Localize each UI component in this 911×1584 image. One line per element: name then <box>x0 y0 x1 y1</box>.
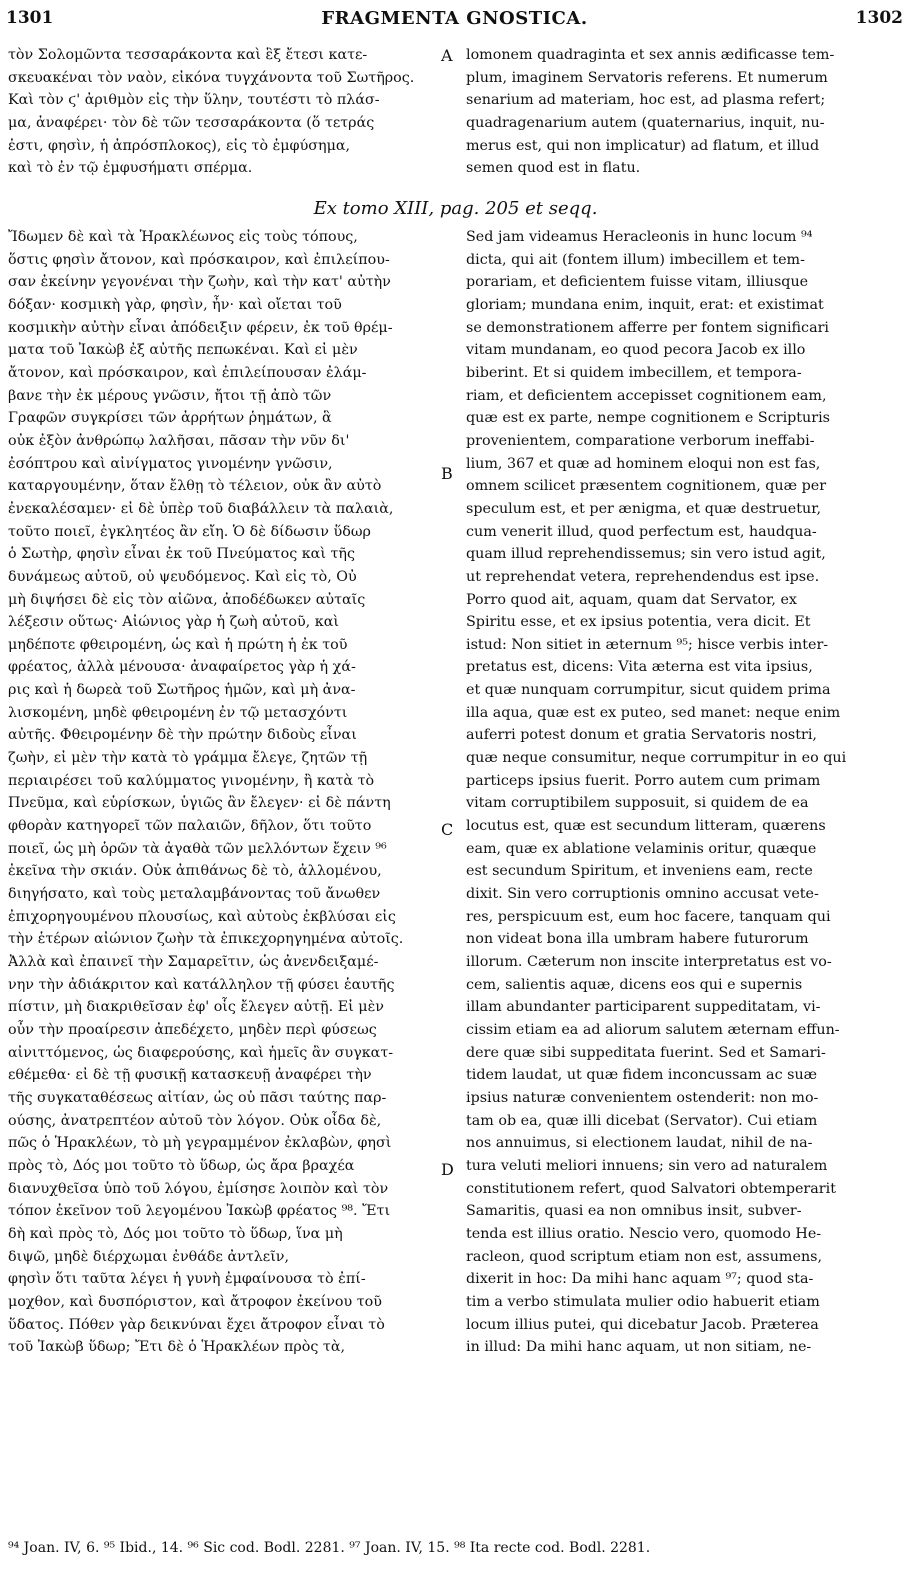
greek-text-line: τοῦτο ποιεῖ, ἐγκλητέος ἂν εἴη. Ὁ δὲ δίδωσιν ὕδωρ <box>8 523 371 540</box>
latin-text-line: merus est, qui non implicatur) ad flatum, et illud <box>466 137 820 154</box>
greek-text-line: τὸν Σολομῶντα τεσσαράκοντα καὶ ἓξ ἔτεσι κατε- <box>8 47 368 63</box>
latin-text-line: provenientem, comparatione verborum ineffabi- <box>466 432 815 449</box>
greek-text-line: αἰνιττόμενος, ὡς διαφερούσης, καὶ ἡμεῖς ἂν συγκατ- <box>8 1044 394 1061</box>
latin-text-line: quam illud reprehendissemus; sin vero istud agit, <box>466 546 826 563</box>
greek-text-line: καταργουμένην, ὅταν ἔλθῃ τὸ τέλειον, οὐκ ἂν αὐτὸ <box>8 478 382 495</box>
greek-text-line: σαν ἐκείνην γεγονέναι τὴν ζωὴν, καὶ τὴν κατ' αὐτὴν <box>8 274 391 291</box>
latin-text-line: cissim etiam ea ad aliorum salutem æternam effun- <box>466 1021 840 1038</box>
greek-text-line: Πνεῦμα, καὶ εὑρίσκων, ὑγιῶς ἂν ἔλεγεν· εἰ δὲ πάντη <box>8 795 391 812</box>
latin-text-line: dixerit in hoc: Da mihi hanc aquam ⁹⁷; quod sta- <box>466 1271 814 1288</box>
latin-text-line: tim a verbo stimulata mulier odio habuerit etiam <box>466 1293 820 1310</box>
greek-text-line: ἄτονον, καὶ πρόσκαιρον, καὶ ἐπιλείπουσαν ἐλάμ- <box>8 364 367 381</box>
latin-text-line: pretatus est, dicens: Vita æterna est vita ipsius, <box>466 659 813 676</box>
greek-text-line: οὐκ ἐξὸν ἀνθρώπῳ λαλῆσαι, πᾶσαν τὴν νῦν δι' <box>8 432 350 449</box>
latin-text-line: senarium ad materiam, hoc est, ad plasma refert; <box>466 92 826 109</box>
greek-text-line: νην τὴν ἀδιάκριτον καὶ κατάλληλον τῇ φύσει ἑαυτῆς <box>8 976 395 993</box>
greek-text-line: ποιεῖ, ὡς μὴ ὁρῶν τὰ ἀγαθὰ τῶν μελλόντων ἔχειν ⁹⁶ <box>8 840 387 857</box>
margin-letter-a: A <box>441 46 453 65</box>
greek-text-line: λέξεσιν οὕτως· Αἰώνιος γὰρ ἡ ζωὴ αὐτοῦ, καὶ <box>8 614 339 631</box>
latin-text-line: racleon, quod scriptum etiam non est, assumens, <box>466 1248 823 1265</box>
latin-text-line: et quæ nunquam corrumpitur, sicut quidem prima <box>466 682 831 699</box>
greek-column-top <box>8 44 440 180</box>
latin-text-line: dixit. Sin vero corruptionis omnino accusat vete- <box>466 886 819 903</box>
greek-text-line: εθέμεθα· εἰ δὲ τῇ φυσικῇ κατασκευῇ ἀναφέρει τὴν <box>8 1067 372 1084</box>
margin-letter-d: D <box>441 1160 454 1179</box>
latin-text-line: constitutionem refert, quod Salvatori obtemperarit <box>466 1180 836 1197</box>
latin-text-line: in illud: Da mihi hanc aquam, ut non sitiam, ne- <box>466 1339 812 1356</box>
latin-text-line: omnem scilicet præsentem cognitionem, quæ per <box>466 478 827 495</box>
latin-text-line: semen quod est in flatu. <box>466 160 641 177</box>
latin-text-line: lium, 367 et quæ ad hominem eloqui non est fas, <box>466 455 821 472</box>
latin-text-line: quæ est ex parte, nempe cognitionem e Scripturis <box>466 410 830 427</box>
greek-text-line: περιαιρέσει τοῦ καλύμματος γινομένην, ἢ κατὰ τὸ <box>8 772 375 789</box>
latin-text-line: illorum. Cæterum non inscite interpretatus est vo- <box>466 954 832 970</box>
latin-text-line: plum, imaginem Servatoris referens. Et numerum <box>466 69 828 86</box>
latin-text-line: locutus est, quæ est secundum litteram, quærens <box>466 818 826 835</box>
latin-text-line: Spiritu esse, et ex ipsius potentia, vera dicit. Et <box>466 614 811 631</box>
greek-text-line: ζωὴν, εἰ μὲν τὴν κατὰ τὸ γράμμα ἔλεγε, ζητῶν τῇ <box>8 750 368 767</box>
greek-text-line: σκευακέναι τὸν ναὸν, εἰκόνα τυγχάνοντα τοῦ Σωτῆρος. <box>8 69 415 86</box>
greek-text-line: μοχθον, καὶ δυσπόριστον, καὶ ἄτροφον ἐκείνου τοῦ <box>8 1293 382 1310</box>
margin-letter-c: C <box>441 820 454 839</box>
latin-text-line: gloriam; mundana enim, inquit, erat: et existimat <box>466 296 824 313</box>
latin-text-line: tam ob ea, quæ illi dicebat (Servator). Cui etiam <box>466 1112 818 1129</box>
greek-text-line: ὕδατος. Πόθεν γὰρ δεικνύναι ἔχει ἄτροφον εἶναι τὸ <box>8 1316 385 1333</box>
latin-text-line: illa aqua, quæ est ex puteo, sed manet: neque enim <box>466 704 841 721</box>
footnotes: ⁹⁴ Joan. IV, 6. ⁹⁵ Ibid., 14. ⁹⁶ Sic cod. Bodl. 2281. ⁹⁷ Joan. IV, 15. ⁹⁸ Ita recte cod. Bodl. 2281. <box>8 1540 651 1556</box>
latin-text-line: Samaritis, quasi ea non omnibus insit, subver- <box>466 1203 802 1220</box>
greek-text-line: καὶ τὸ ἐν τῷ ἐμφυσήματι σπέρμα. <box>8 160 253 177</box>
latin-text-line: locum illius putei, qui dicebatur Jacob. Præterea <box>466 1316 819 1333</box>
latin-text-line: vitam corruptibilem supposuit, si quidem de ea <box>466 795 809 812</box>
latin-text-line: nos annuimus, si electionem laudat, nihil de na- <box>466 1135 813 1152</box>
latin-text-line: riam, et deficientem accepisset cognitionem eam, <box>466 387 827 404</box>
greek-text-line: φησὶν ὅτι ταῦτα λέγει ἡ γυνὴ ἐμφαίνουσα τὸ ἐπί- <box>8 1271 366 1288</box>
latin-text-line: ipsius naturæ convenientem ostenderit: non mo- <box>466 1089 819 1106</box>
greek-text-line: δόξαν· κοσμικὴ γὰρ, φησὶν, ἦν· καὶ οἴεται τοῦ <box>8 296 342 313</box>
latin-text-line: res, perspicuum est, eum hoc facere, tanquam qui <box>466 908 831 925</box>
greek-text-line: διηγήσατο, καὶ τοὺς μεταλαμβάνοντας τοῦ ἄνωθεν <box>8 886 381 903</box>
greek-text-line: δυνάμεως αὐτοῦ, οὐ ψευδόμενος. Καὶ εἰς τὸ, Οὐ <box>8 568 357 585</box>
greek-text-line: τῆς συγκαταθέσεως αἰτίαν, ὡς οὐ πᾶσι ταύτης παρ- <box>8 1089 387 1106</box>
greek-text-line: λισκομένη, μηδὲ φθειρομένη ἐν τῷ μετασχόντι <box>8 704 348 721</box>
latin-text-line: est secundum Spiritum, et inveniens eam, recte <box>466 863 813 880</box>
latin-text-line: quæ neque consumitur, neque corrumpitur in eo qui <box>466 750 847 767</box>
greek-text-line: πῶς ὁ Ἡρακλέων, τὸ μὴ γεγραμμένον ἐκλαβὼν, φησὶ <box>8 1135 392 1152</box>
greek-text-line: διανυχθεῖσα ὑπὸ τοῦ λόγου, ἐμίσησε λοιπὸν καὶ τὸν <box>8 1180 389 1197</box>
latin-text-line: tidem laudat, ut quæ fidem inconcussam ac suæ <box>466 1067 818 1084</box>
greek-text-line: τοῦ Ἰακὼβ ὕδωρ; Ἔτι δὲ ὁ Ἡρακλέων πρὸς τὰ, <box>8 1339 346 1356</box>
page-number-right: 1302 <box>855 8 903 28</box>
greek-text-line: κοσμικὴν αὐτὴν εἶναι ἀπόδειξιν φέρειν, ἐκ τοῦ θρέμ- <box>8 319 393 336</box>
latin-text-line: illam abundanter participarent suppeditatam, vi- <box>466 999 821 1016</box>
greek-text-line: τὴν ἑτέρων αἰώνιον ζωὴν τὰ ἐπικεχορηγημένα αὐτοῖς. <box>8 931 404 948</box>
latin-text-line: dicta, qui ait (fontem illum) imbecillem et tem- <box>466 251 805 268</box>
latin-text-line: biberint. Et si quidem imbecillem, et tempora- <box>466 364 802 381</box>
greek-text-line: διψῶ, μηδὲ διέρχωμαι ἐνθάδε ἀντλεῖν, <box>8 1248 290 1265</box>
latin-text-line: cem, salientis aquæ, dicens eos qui e supernis <box>466 976 803 993</box>
greek-text-line: φθορὰν κατηγορεῖ τῶν παλαιῶν, δῆλον, ὅτι τοῦτο <box>8 818 372 835</box>
latin-text-line: eam, quæ ex ablatione velaminis oritur, quæque <box>466 840 817 857</box>
greek-text-line: ρις καὶ ἡ δωρεὰ τοῦ Σωτῆρος ἡμῶν, καὶ μὴ ἀνα- <box>8 682 356 699</box>
greek-text-line: τόπον ἐκεῖνον τοῦ λεγομένου Ἰακὼβ φρέατος ⁹⁸. Ἔτι <box>8 1203 391 1220</box>
latin-column-main <box>466 226 906 1359</box>
latin-text-line: dere quæ sibi suppeditata fuerint. Sed et Samari- <box>466 1044 826 1061</box>
latin-text-line: auferri potest donum et gratia Servatoris nostri, <box>466 727 817 744</box>
greek-text-line: δὴ καὶ πρὸς τὸ, Δός μοι τοῦτο τὸ ὕδωρ, ἵνα μὴ <box>8 1225 343 1242</box>
latin-text-line: cum venerit illud, quod perfectum est, haudqua- <box>466 523 817 540</box>
greek-text-line: μα, ἀναφέρει· τὸν δὲ τῶν τεσσαράκοντα (ὅ τετράς <box>8 114 375 131</box>
latin-text-line: particeps ipsius fuerit. Porro autem cum primam <box>466 772 821 789</box>
page-number-left: 1301 <box>6 8 54 28</box>
greek-text-line: πίστιν, μὴ διακριθεῖσαν ἐφ' οἷς ἔλεγεν αὐτῇ. Εἰ μὲν <box>8 999 384 1016</box>
latin-text-line: speculum est, et per ænigma, et quæ destruetur, <box>466 500 822 517</box>
running-title: FRAGMENTA GNOSTICA. <box>321 8 588 29</box>
greek-text-line: ἐσόπτρου καὶ αἰνίγματος γινομένην γνῶσιν, <box>8 455 333 472</box>
latin-text-line: non videat bona illa umbram habere futurorum <box>466 931 809 948</box>
greek-text-line: μὴ διψήσει δὲ εἰς τὸν αἰῶνα, ἀποδέδωκεν αὐταῖς <box>8 591 366 608</box>
greek-text-line: αὐτῆς. Φθειρομένην δὲ τὴν πρώτην διδοὺς εἶναι <box>8 727 357 744</box>
greek-column-main <box>8 226 440 1359</box>
greek-text-line: ἐπιχορηγουμένου πλουσίως, καὶ αὐτοὺς ἐκβλύσαι εἰς <box>8 908 396 925</box>
greek-text-line: Ἀλλὰ καὶ ἐπαινεῖ τὴν Σαμαρεῖτιν, ὡς ἀνενδειξαμέ- <box>8 954 379 970</box>
greek-text-line: ματα τοῦ Ἰακὼβ ἐξ αὐτῆς πεπωκέναι. Καὶ εἰ μὲν <box>8 342 358 359</box>
latin-text-line: se demonstrationem afferre per fontem significari <box>466 319 829 336</box>
greek-text-line: οὖν τὴν προαίρεσιν ἀπεδέχετο, μηδὲν περὶ φύσεως <box>8 1021 377 1038</box>
latin-text-line: porariam, et deficientem fuisse vitam, illiusque <box>466 274 809 291</box>
margin-letter-b: B <box>441 464 453 483</box>
latin-text-line: Porro quod ait, aquam, quam dat Servator, ex <box>466 591 797 608</box>
latin-text-line: vitam mundanam, eo quod pecora Jacob ex illo <box>466 342 806 359</box>
latin-text-line: tenda est illius oratio. Nescio vero, quomodo He- <box>466 1225 822 1242</box>
latin-text-line: istud: Non sitiet in æternum ⁹⁵; hisce verbis inter- <box>466 636 829 653</box>
greek-text-line: μηδέποτε φθειρομένη, ὡς καὶ ἡ πρώτη ἡ ἐκ τοῦ <box>8 636 348 653</box>
greek-text-line: Ἴδωμεν δὲ καὶ τὰ Ἡρακλέωνος εἰς τοὺς τόπους, <box>8 229 358 245</box>
greek-text-line: πρὸς τὸ, Δός μοι τοῦτο τὸ ὕδωρ, ὡς ἄρα βραχέα <box>8 1157 355 1174</box>
greek-text-line: ὅστις φησὶν ἄτονον, καὶ πρόσκαιρον, καὶ ἐπιλείπου- <box>8 251 390 268</box>
greek-text-line: ἐνεκαλέσαμεν· εἰ δὲ ὑπὲρ τοῦ διαβάλλειν τὰ παλαιὰ, <box>8 500 394 517</box>
greek-text-line: Καὶ τὸν ϛ' ἀριθμὸν εἰς τὴν ὕλην, τουτέστι τὸ πλάσ- <box>8 92 380 109</box>
latin-column-top <box>466 44 906 180</box>
greek-text-line: βανε τὴν ἐκ μέρους γνῶσιν, ἤτοι τῇ ἀπὸ τῶν <box>8 387 332 404</box>
greek-text-line: ἐστι, φησὶν, ἡ ἀπρόσπλοκος), εἰς τὸ ἐμφύσημα, <box>8 137 351 154</box>
latin-text-line: lomonem quadraginta et sex annis ædificasse tem- <box>466 47 835 63</box>
latin-text-line: ut reprehendat vetera, reprehendendus est ipse. <box>466 568 820 585</box>
greek-text-line: ὁ Σωτὴρ, φησὶν εἶναι ἐκ τοῦ Πνεύματος καὶ τῆς <box>8 546 355 563</box>
section-heading: Ex tomo XIII, pag. 205 et seqq. <box>313 198 598 219</box>
greek-text-line: ἐκεῖνα τὴν σκιάν. Οὐκ ἀπιθάνως δὲ τὸ, ἀλλομένου, <box>8 863 382 880</box>
latin-text-line: quadragenarium autem (quaternarius, inquit, nu- <box>466 114 825 131</box>
latin-text-line: tura veluti meliori innuens; sin vero ad naturalem <box>466 1157 828 1174</box>
latin-text-line: Sed jam videamus Heracleonis in hunc locum ⁹⁴ <box>466 229 813 245</box>
greek-text-line: ούσης, ἀνατρεπτέον αὐτοῦ τὸν λόγον. Οὐκ οἶδα δὲ, <box>8 1112 382 1129</box>
greek-text-line: φρέατος, ἀλλὰ μένουσα· ἀναφαίρετος γὰρ ἡ χά- <box>8 659 356 676</box>
running-header <box>6 6 903 40</box>
greek-text-line: Γραφῶν συγκρίσει τῶν ἀρρήτων ῥημάτων, ἃ <box>8 410 332 427</box>
